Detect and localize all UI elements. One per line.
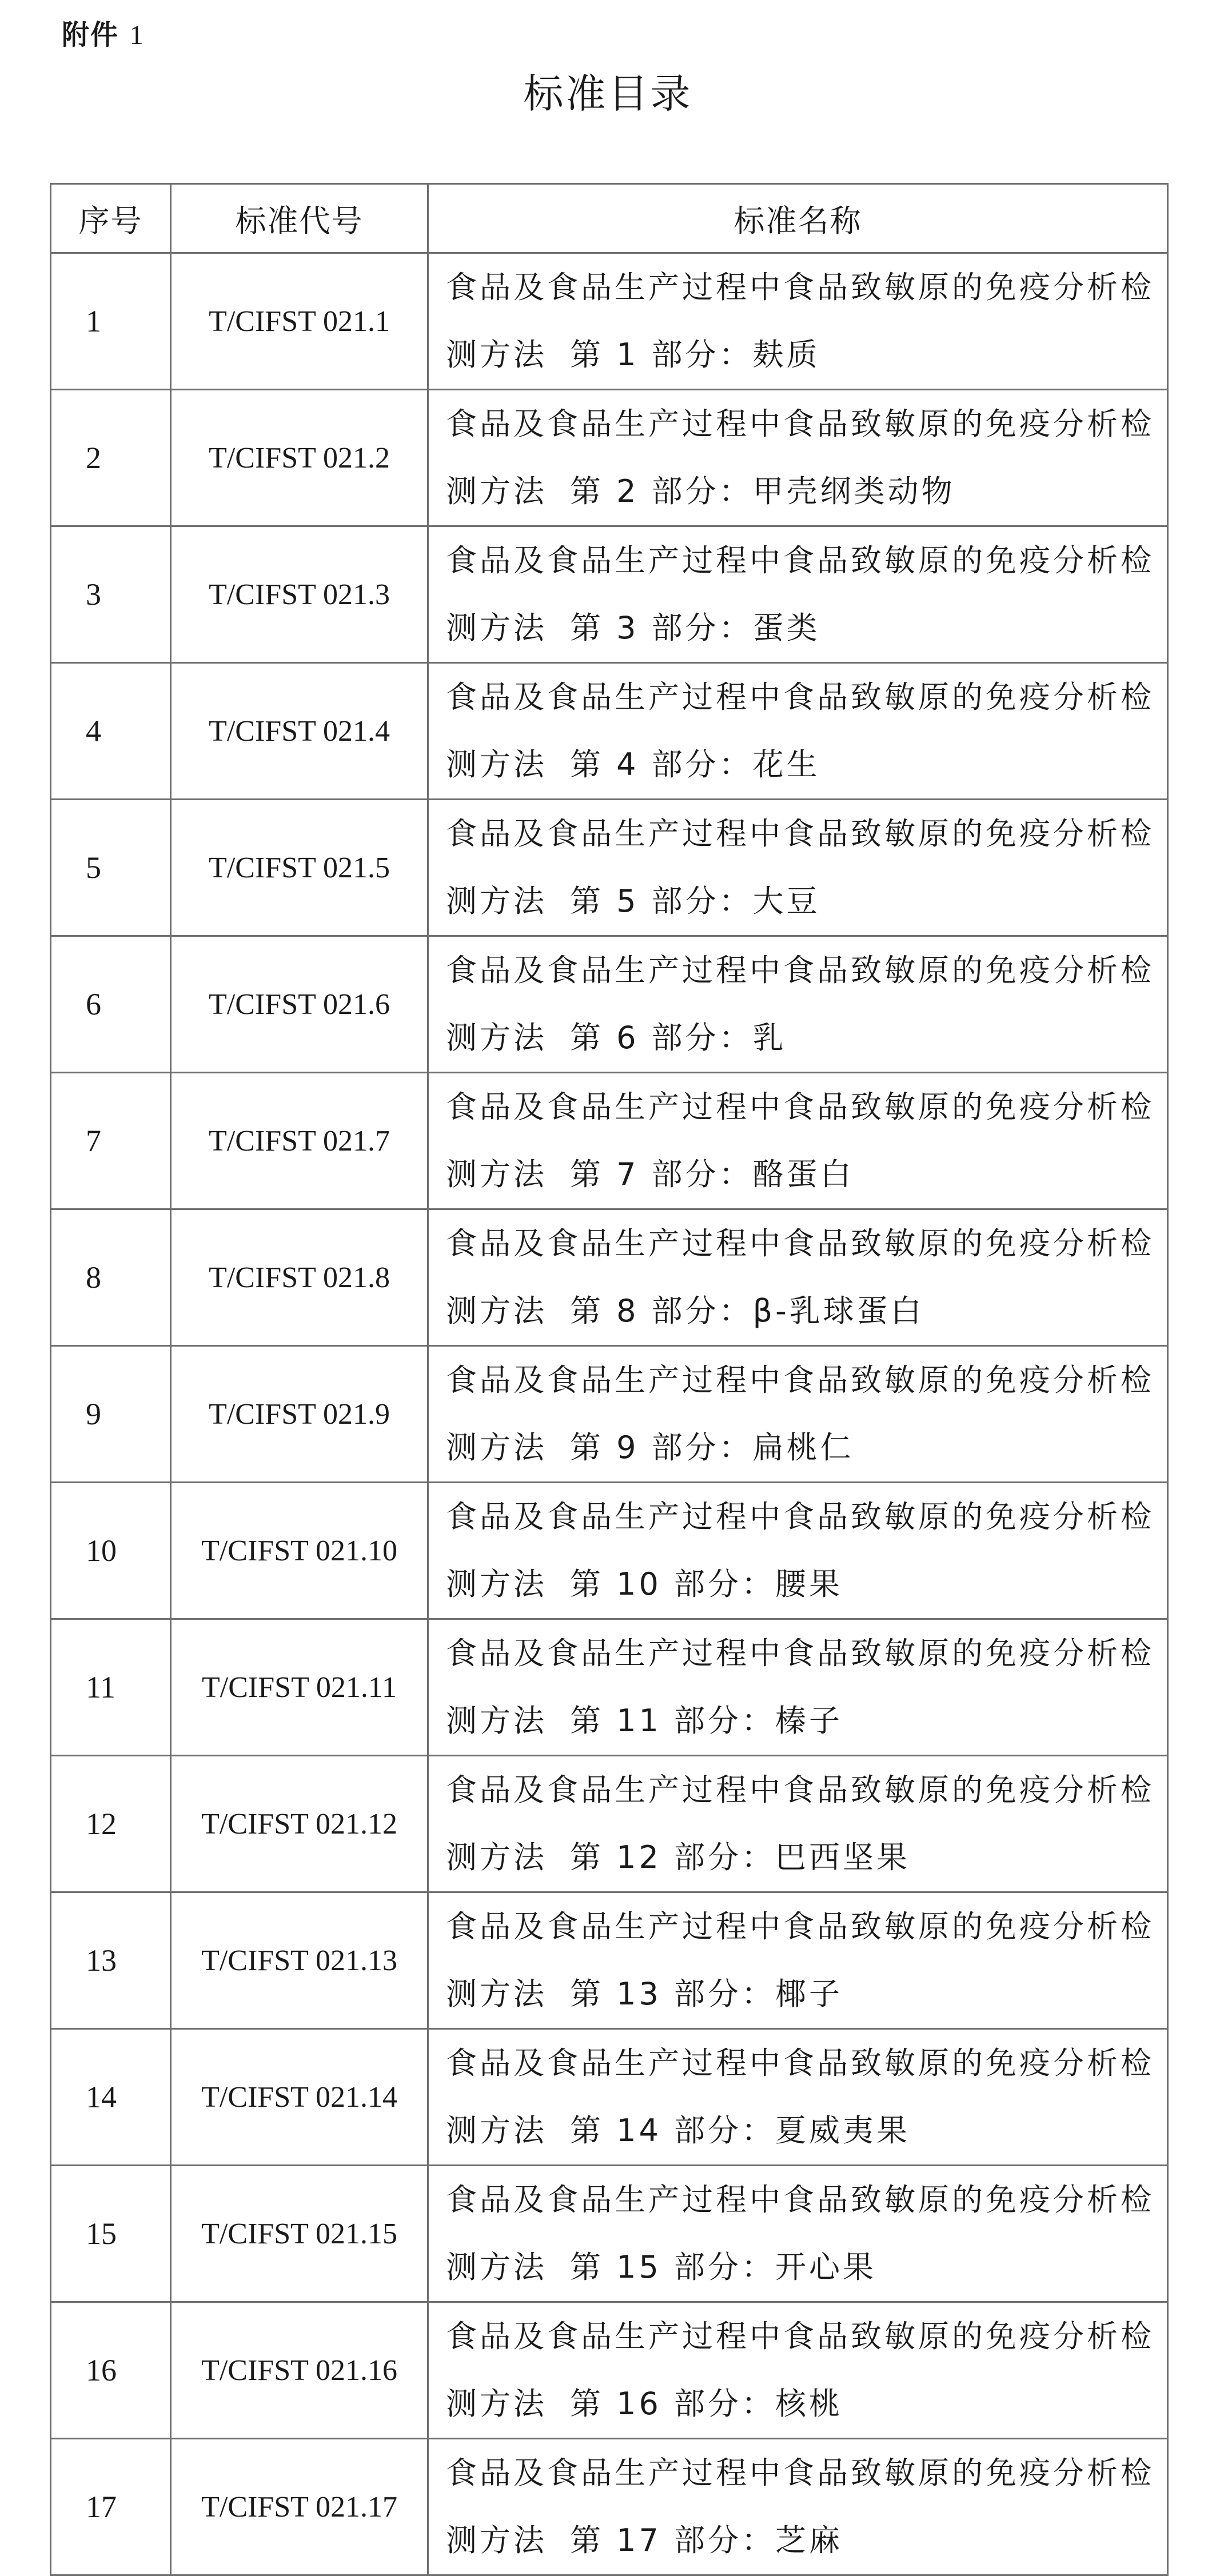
- row-number: 17: [51, 2439, 171, 2575]
- standard-part: 第 17 部分：芝麻: [570, 2522, 843, 2558]
- standard-name-line1: 食品及食品生产过程中食品致敏原的免疫分析检: [446, 2045, 1154, 2081]
- standard-code: T/CIFST 021.8: [171, 1209, 428, 1346]
- standard-name-method: 测方法: [446, 1156, 547, 1192]
- standard-part: 第 4 部分：花生: [570, 746, 820, 782]
- header-no: 序号: [51, 184, 171, 253]
- row-number: 14: [51, 2029, 171, 2166]
- standard-part: 第 11 部分：榛子: [570, 1703, 843, 1739]
- row-number: 2: [51, 390, 171, 526]
- row-number: 4: [51, 663, 171, 800]
- table-row: [51, 1483, 1168, 1619]
- attachment-label: [62, 13, 145, 52]
- standard-name-method: 测方法: [446, 746, 547, 782]
- table-row: [51, 936, 1168, 1073]
- standard-code: T/CIFST 021.5: [171, 800, 428, 936]
- table-row: [51, 526, 1168, 663]
- standard-name-line1: 食品及食品生产过程中食品致敏原的免疫分析检: [446, 542, 1154, 578]
- standard-name-line2: [446, 1687, 1161, 1755]
- standard-name-method: 测方法: [446, 1429, 547, 1465]
- standard-name-method: 测方法: [446, 1839, 547, 1875]
- standard-name-line2: [446, 1141, 1161, 1208]
- standard-name-line2: [446, 321, 1161, 389]
- standard-name-line2: [446, 1004, 1161, 1072]
- standard-name-line2: [446, 458, 1161, 525]
- standard-code: T/CIFST 021.9: [171, 1346, 428, 1483]
- standard-name-line2: [446, 2234, 1161, 2301]
- standard-name: [428, 936, 1168, 1073]
- standard-code: T/CIFST 021.15: [171, 2166, 428, 2302]
- standard-name: [428, 1346, 1168, 1483]
- standard-code: T/CIFST 021.11: [171, 1619, 428, 1756]
- standard-part: 第 8 部分：β-乳球蛋白: [570, 1293, 924, 1329]
- row-number: 1: [51, 253, 171, 390]
- standard-part: 第 1 部分：麸质: [570, 337, 820, 373]
- standard-code: T/CIFST 021.4: [171, 663, 428, 800]
- standard-name-method: 测方法: [446, 1703, 547, 1739]
- standard-name-line2: [446, 2097, 1161, 2164]
- standard-name: [428, 1483, 1168, 1619]
- standard-name-method: 测方法: [446, 337, 547, 373]
- standard-name: [428, 1892, 1168, 2029]
- standard-name-line1: 食品及食品生产过程中食品致敏原的免疫分析检: [446, 1772, 1154, 1808]
- standard-code: T/CIFST 021.6: [171, 936, 428, 1073]
- table-row: [51, 1619, 1168, 1756]
- standard-name-line1: 食品及食品生产过程中食品致敏原的免疫分析检: [446, 1225, 1154, 1261]
- standard-name-line2: [446, 594, 1161, 662]
- standard-code: T/CIFST 021.2: [171, 390, 428, 526]
- standard-code: T/CIFST 021.10: [171, 1483, 428, 1619]
- standard-name: [428, 663, 1168, 800]
- standard-part: 第 12 部分：巴西坚果: [570, 1839, 911, 1875]
- row-number: 6: [51, 936, 171, 1073]
- standard-name-line2: [446, 1551, 1161, 1618]
- standard-name-line1: 食品及食品生产过程中食品致敏原的免疫分析检: [446, 2318, 1154, 2354]
- row-number: 16: [51, 2302, 171, 2439]
- table-row: [51, 2302, 1168, 2439]
- header-name: 标准名称: [428, 184, 1168, 253]
- table-row: [51, 390, 1168, 526]
- standard-part: 第 10 部分：腰果: [570, 1566, 843, 1602]
- row-number: 12: [51, 1756, 171, 1892]
- table-row: [51, 253, 1168, 390]
- standard-name-method: 测方法: [446, 2112, 547, 2148]
- table-row: [51, 1073, 1168, 1209]
- standard-code: T/CIFST 021.1: [171, 253, 428, 390]
- standard-name: [428, 253, 1168, 390]
- row-number: 5: [51, 800, 171, 936]
- standard-name-method: 测方法: [446, 610, 547, 646]
- standard-part: 第 9 部分：扁桃仁: [570, 1429, 854, 1465]
- standard-part: 第 6 部分：乳: [570, 1020, 787, 1056]
- standard-name: [428, 2439, 1168, 2575]
- standard-name-line1: 食品及食品生产过程中食品致敏原的免疫分析检: [446, 1499, 1154, 1535]
- standard-name: [428, 1073, 1168, 1209]
- standard-name-line1: 食品及食品生产过程中食品致敏原的免疫分析检: [446, 406, 1154, 442]
- table-row: [51, 663, 1168, 800]
- standard-name-line1: 食品及食品生产过程中食品致敏原的免疫分析检: [446, 952, 1154, 988]
- standard-name: [428, 526, 1168, 663]
- standard-name: [428, 2302, 1168, 2439]
- standard-name-method: 测方法: [446, 1020, 547, 1056]
- standard-name-method: 测方法: [446, 2522, 547, 2558]
- standard-part: 第 13 部分：椰子: [570, 1976, 843, 2012]
- table-body: [51, 253, 1168, 2575]
- standard-name-method: 测方法: [446, 1976, 547, 2012]
- row-number: 9: [51, 1346, 171, 1483]
- row-number: 11: [51, 1619, 171, 1756]
- standard-part: 第 3 部分：蛋类: [570, 610, 820, 646]
- standard-code: T/CIFST 021.14: [171, 2029, 428, 2166]
- standard-name-line2: [446, 1824, 1161, 1891]
- table-row: [51, 1892, 1168, 2029]
- standard-name-method: 测方法: [446, 883, 547, 919]
- standard-name-method: 测方法: [446, 1293, 547, 1329]
- row-number: 15: [51, 2166, 171, 2302]
- attachment-number: 1: [129, 20, 145, 50]
- standard-code: T/CIFST 021.3: [171, 526, 428, 663]
- standard-name-line2: [446, 868, 1161, 935]
- row-number: 13: [51, 1892, 171, 2029]
- standard-name-line2: [446, 731, 1161, 798]
- standard-name-line1: 食品及食品生产过程中食品致敏原的免疫分析检: [446, 269, 1154, 305]
- standard-name-method: 测方法: [446, 473, 547, 509]
- standards-table: [50, 183, 1169, 2576]
- standard-name: [428, 390, 1168, 526]
- standard-name-line1: 食品及食品生产过程中食品致敏原的免疫分析检: [446, 1908, 1154, 1944]
- standard-name-line1: 食品及食品生产过程中食品致敏原的免疫分析检: [446, 1362, 1154, 1398]
- standard-name-line2: [446, 1414, 1161, 1481]
- table-row: [51, 800, 1168, 936]
- standard-part: 第 15 部分：开心果: [570, 2249, 877, 2285]
- table-row: [51, 1346, 1168, 1483]
- standard-name-line2: [446, 2507, 1161, 2574]
- standard-name: [428, 2029, 1168, 2166]
- table-header-row: [51, 184, 1168, 253]
- standard-name: [428, 1209, 1168, 1346]
- standard-name-method: 测方法: [446, 2249, 547, 2285]
- standard-code: T/CIFST 021.13: [171, 1892, 428, 2029]
- standard-part: 第 14 部分：夏威夷果: [570, 2112, 911, 2148]
- standard-name-line2: [446, 2370, 1161, 2438]
- table-row: [51, 2029, 1168, 2166]
- table-row: [51, 2439, 1168, 2575]
- standard-name: [428, 1619, 1168, 1756]
- standard-name-method: 测方法: [446, 1566, 547, 1602]
- standard-name: [428, 2166, 1168, 2302]
- standard-code: T/CIFST 021.16: [171, 2302, 428, 2439]
- standard-code: T/CIFST 021.17: [171, 2439, 428, 2575]
- standard-name-line1: 食品及食品生产过程中食品致敏原的免疫分析检: [446, 1635, 1154, 1671]
- standard-part: 第 5 部分：大豆: [570, 883, 820, 919]
- standard-code: T/CIFST 021.7: [171, 1073, 428, 1209]
- row-number: 7: [51, 1073, 171, 1209]
- row-number: 8: [51, 1209, 171, 1346]
- page-title: 标准目录: [523, 70, 693, 117]
- standard-name-line2: [446, 1277, 1161, 1345]
- standard-name-line1: 食品及食品生产过程中食品致敏原的免疫分析检: [446, 816, 1154, 852]
- standard-code: T/CIFST 021.12: [171, 1756, 428, 1892]
- standard-name-line1: 食品及食品生产过程中食品致敏原的免疫分析检: [446, 679, 1154, 715]
- attachment-label-text: 附件: [62, 19, 119, 51]
- standard-name: [428, 1756, 1168, 1892]
- standard-part: 第 7 部分：酪蛋白: [570, 1156, 854, 1192]
- standard-part: 第 2 部分：甲壳纲类动物: [570, 473, 955, 509]
- standard-name-line1: 食品及食品生产过程中食品致敏原的免疫分析检: [446, 1089, 1154, 1125]
- row-number: 10: [51, 1483, 171, 1619]
- table-row: [51, 1209, 1168, 1346]
- table-row: [51, 1756, 1168, 1892]
- standard-part: 第 16 部分：核桃: [570, 2386, 843, 2422]
- row-number: 3: [51, 526, 171, 663]
- standard-name: [428, 800, 1168, 936]
- standard-name-line1: 食品及食品生产过程中食品致敏原的免疫分析检: [446, 2182, 1154, 2218]
- standard-name-line2: [446, 1960, 1161, 2028]
- standard-name-method: 测方法: [446, 2386, 547, 2422]
- header-code: 标准代号: [171, 184, 428, 253]
- table-row: [51, 2166, 1168, 2302]
- standard-name-line1: 食品及食品生产过程中食品致敏原的免疫分析检: [446, 2455, 1154, 2491]
